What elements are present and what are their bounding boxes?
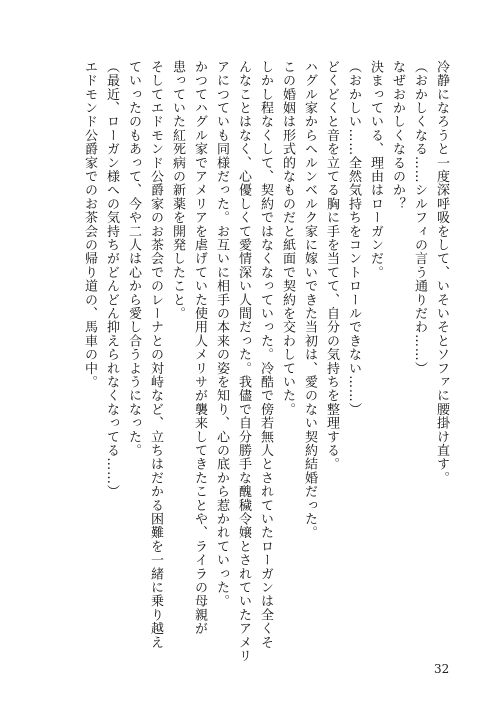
text-line: この婚姻は形式的なものだと紙面で契約を交わしていた。 (280, 60, 295, 417)
text-line: （おかしくなる……シルフィの言う通りだわ……） (412, 60, 427, 376)
text-line: しかし程なくして、契約ではなくなっていった。冷酷で傍若無人とされていたローガンは全くそ (258, 60, 273, 650)
text-line: エドモンド公爵家でのお茶会の帰り道の、馬車の中。 (82, 60, 97, 389)
text-line: ハグル家からヘルンベルク家に嫁いできた当初は、愛のない契約結婚だった。 (302, 60, 317, 540)
text-line: ていったのもあって、今や二人は心から愛し合うようになった。 (126, 60, 141, 458)
text-line: 患っていた紅死病の新薬を開発したこと。 (170, 60, 185, 321)
text-line: （おかしい……全然気持ちをコントロールできない……） (346, 60, 361, 417)
page-number: 32 (434, 662, 450, 676)
text-line: なぜおかしくなるのか？ (390, 60, 405, 211)
text-line: どくどくと音を立てる胸に手を当てて、自分の気持ちを整理する。 (324, 60, 339, 471)
text-line: （最近、ローガン様への気持ちがどんどん抑えられなくなってる……） (104, 60, 119, 499)
text-line: んなことはなく、心優しくて愛情深い人間だった。我儘で自分勝手な醜穢令嬢とされていたアメリ (236, 60, 251, 663)
text-line: 冷静になろうと一度深呼吸をして、いそいそとソファに腰掛け直す。 (434, 60, 449, 485)
text-line: そしてエドモンド公爵家のお茶会でのレーナとの対峙など、立ちはだかる困難を一緒に乗り越え (148, 60, 163, 650)
text-line: かつてハグル家でアメリアを虐げていた使用人メリサが襲来してきたことや、ライラの母親が (192, 60, 207, 636)
text-line: 決まっている、理由はローガンだ。 (368, 60, 383, 280)
text-line: アにつていも同様だった。お互いに相手の本来の姿を知り、心の底から惹かれていった。 (214, 60, 229, 608)
